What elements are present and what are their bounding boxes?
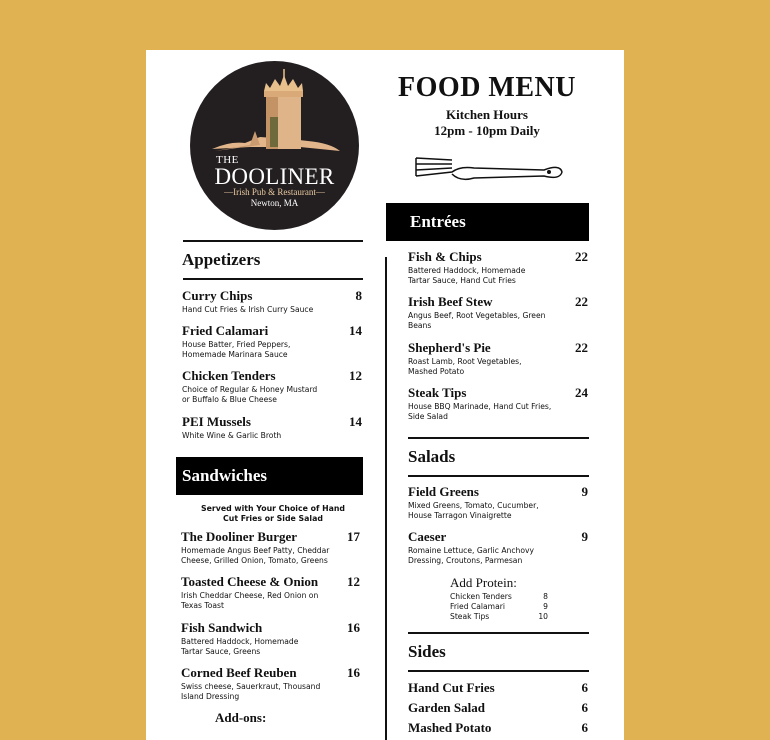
menu-item-name: Garden Salad bbox=[408, 700, 485, 715]
page-title: FOOD MENU bbox=[398, 72, 576, 103]
menu-item-price: 6 bbox=[581, 680, 588, 695]
menu-item-desc: Battered Haddock, Homemade Tartar Sauce, Greens bbox=[181, 637, 299, 656]
menu-item-name: Mashed Potato bbox=[408, 720, 492, 735]
menu-item-name: Field Greens bbox=[408, 484, 479, 499]
menu-item-price: 16 bbox=[347, 620, 360, 635]
entrees-header: Entrées bbox=[386, 203, 589, 241]
hours-label: Kitchen Hours bbox=[446, 107, 528, 122]
dooliner-logo bbox=[190, 61, 359, 230]
menu-item-desc: White Wine & Garlic Broth bbox=[182, 431, 282, 440]
menu-item-price: 16 bbox=[347, 665, 360, 680]
menu-item-name: Fried Calamari bbox=[182, 323, 269, 338]
menu-item-name: Fish & Chips bbox=[408, 249, 482, 264]
menu-item-desc: Mixed Greens, Tomato, Cucumber, House Tarragon Vinaigrette bbox=[408, 501, 539, 520]
menu-item-name: PEI Mussels bbox=[182, 414, 251, 429]
sides-bottom-rule bbox=[408, 670, 589, 672]
logo-location: Newton, MA bbox=[250, 198, 299, 208]
protein-name: Fried Calamari bbox=[450, 602, 505, 611]
menu-item-price: 9 bbox=[581, 484, 588, 499]
menu-item-name: Chicken Tenders bbox=[182, 368, 276, 383]
salads-bottom-rule bbox=[408, 475, 589, 477]
sides-title: Sides bbox=[408, 642, 446, 661]
protein-price: 8 bbox=[543, 592, 548, 601]
appetizers-top-rule bbox=[183, 240, 363, 242]
menu-item-price: 22 bbox=[575, 294, 588, 309]
salads-title: Salads bbox=[408, 447, 456, 466]
menu-item-price: 22 bbox=[575, 340, 588, 355]
protein-name: Steak Tips bbox=[450, 612, 490, 621]
menu-item-price: 12 bbox=[347, 574, 360, 589]
menu-item-price: 17 bbox=[347, 529, 360, 544]
add-protein-title: Add Protein: bbox=[450, 575, 517, 590]
menu-item-price: 24 bbox=[575, 385, 588, 400]
menu-item-price: 6 bbox=[581, 720, 588, 735]
logo-name: DOOLINER bbox=[214, 164, 335, 189]
menu-item-name: Caeser bbox=[408, 529, 447, 544]
appetizers-bottom-rule bbox=[183, 278, 363, 280]
menu-item-desc: House BBQ Marinade, Hand Cut Fries, Side Salad bbox=[408, 402, 552, 421]
menu-item-desc: Hand Cut Fries & Irish Curry Sauce bbox=[182, 305, 314, 314]
sides-top-rule bbox=[408, 632, 589, 634]
menu-item-desc: Homemade Angus Beef Patty, Cheddar Cheese, Grilled Onion, Tomato, Greens bbox=[181, 546, 330, 565]
sandwiches-header: Sandwiches bbox=[176, 457, 363, 495]
menu-item-name: Fish Sandwich bbox=[181, 620, 263, 635]
menu-item-name: The Dooliner Burger bbox=[181, 529, 298, 544]
menu-item-desc: Roast Lamb, Root Vegetables, Mashed Potato bbox=[408, 357, 522, 376]
menu-item-price: 9 bbox=[581, 529, 588, 544]
menu-item-name: Steak Tips bbox=[408, 385, 467, 400]
menu-item-desc: Angus Beef, Root Vegetables, Green Beans bbox=[408, 311, 546, 330]
menu-item-name: Curry Chips bbox=[182, 288, 253, 303]
sandwiches-note: Served with Your Choice of Hand Cut Fries or Side Salad bbox=[201, 504, 345, 523]
protein-price: 9 bbox=[543, 602, 548, 611]
menu-item-name: Hand Cut Fries bbox=[408, 680, 495, 695]
hours-value: 12pm - 10pm Daily bbox=[434, 123, 540, 138]
menu-item-desc: House Batter, Fried Peppers, Homemade Marinara Sauce bbox=[182, 340, 291, 359]
menu-page bbox=[146, 50, 624, 740]
menu-item-desc: Swiss cheese, Sauerkraut, Thousand Island Dressing bbox=[181, 682, 321, 701]
menu-item-name: Irish Beef Stew bbox=[408, 294, 493, 309]
protein-price: 10 bbox=[538, 612, 548, 621]
menu-item-price: 6 bbox=[581, 700, 588, 715]
logo-subtitle: —Irish Pub & Restaurant— bbox=[224, 187, 325, 197]
fork-icon bbox=[414, 150, 564, 186]
appetizers-title: Appetizers bbox=[182, 250, 261, 269]
salads-top-rule bbox=[408, 437, 589, 439]
menu-item-desc: Irish Cheddar Cheese, Red Onion on Texas Toast bbox=[181, 591, 319, 610]
menu-item-desc: Romaine Lettuce, Garlic Anchovy Dressing, Croutons, Parmesan bbox=[408, 546, 534, 565]
menu-item-price: 22 bbox=[575, 249, 588, 264]
logo-the: THE bbox=[216, 154, 239, 166]
menu-item-desc: Battered Haddock, Homemade Tartar Sauce, Hand Cut Fries bbox=[408, 266, 526, 285]
menu-item-desc: Choice of Regular & Honey Mustard or Buffalo & Blue Cheese bbox=[182, 385, 318, 404]
menu-item-name: Shepherd's Pie bbox=[408, 340, 491, 355]
menu-item-price: 14 bbox=[349, 414, 362, 429]
logo-subtitle-text: Irish Pub & Restaurant bbox=[233, 187, 316, 197]
menu-item-price: 12 bbox=[349, 368, 362, 383]
menu-item-name: Toasted Cheese & Onion bbox=[181, 574, 319, 589]
addons-title: Add-ons: bbox=[215, 710, 267, 725]
menu-item-price: 14 bbox=[349, 323, 362, 338]
menu-item-price: 8 bbox=[355, 288, 362, 303]
menu-item-name: Corned Beef Reuben bbox=[181, 665, 297, 680]
column-divider bbox=[385, 257, 387, 740]
protein-name: Chicken Tenders bbox=[450, 592, 512, 601]
